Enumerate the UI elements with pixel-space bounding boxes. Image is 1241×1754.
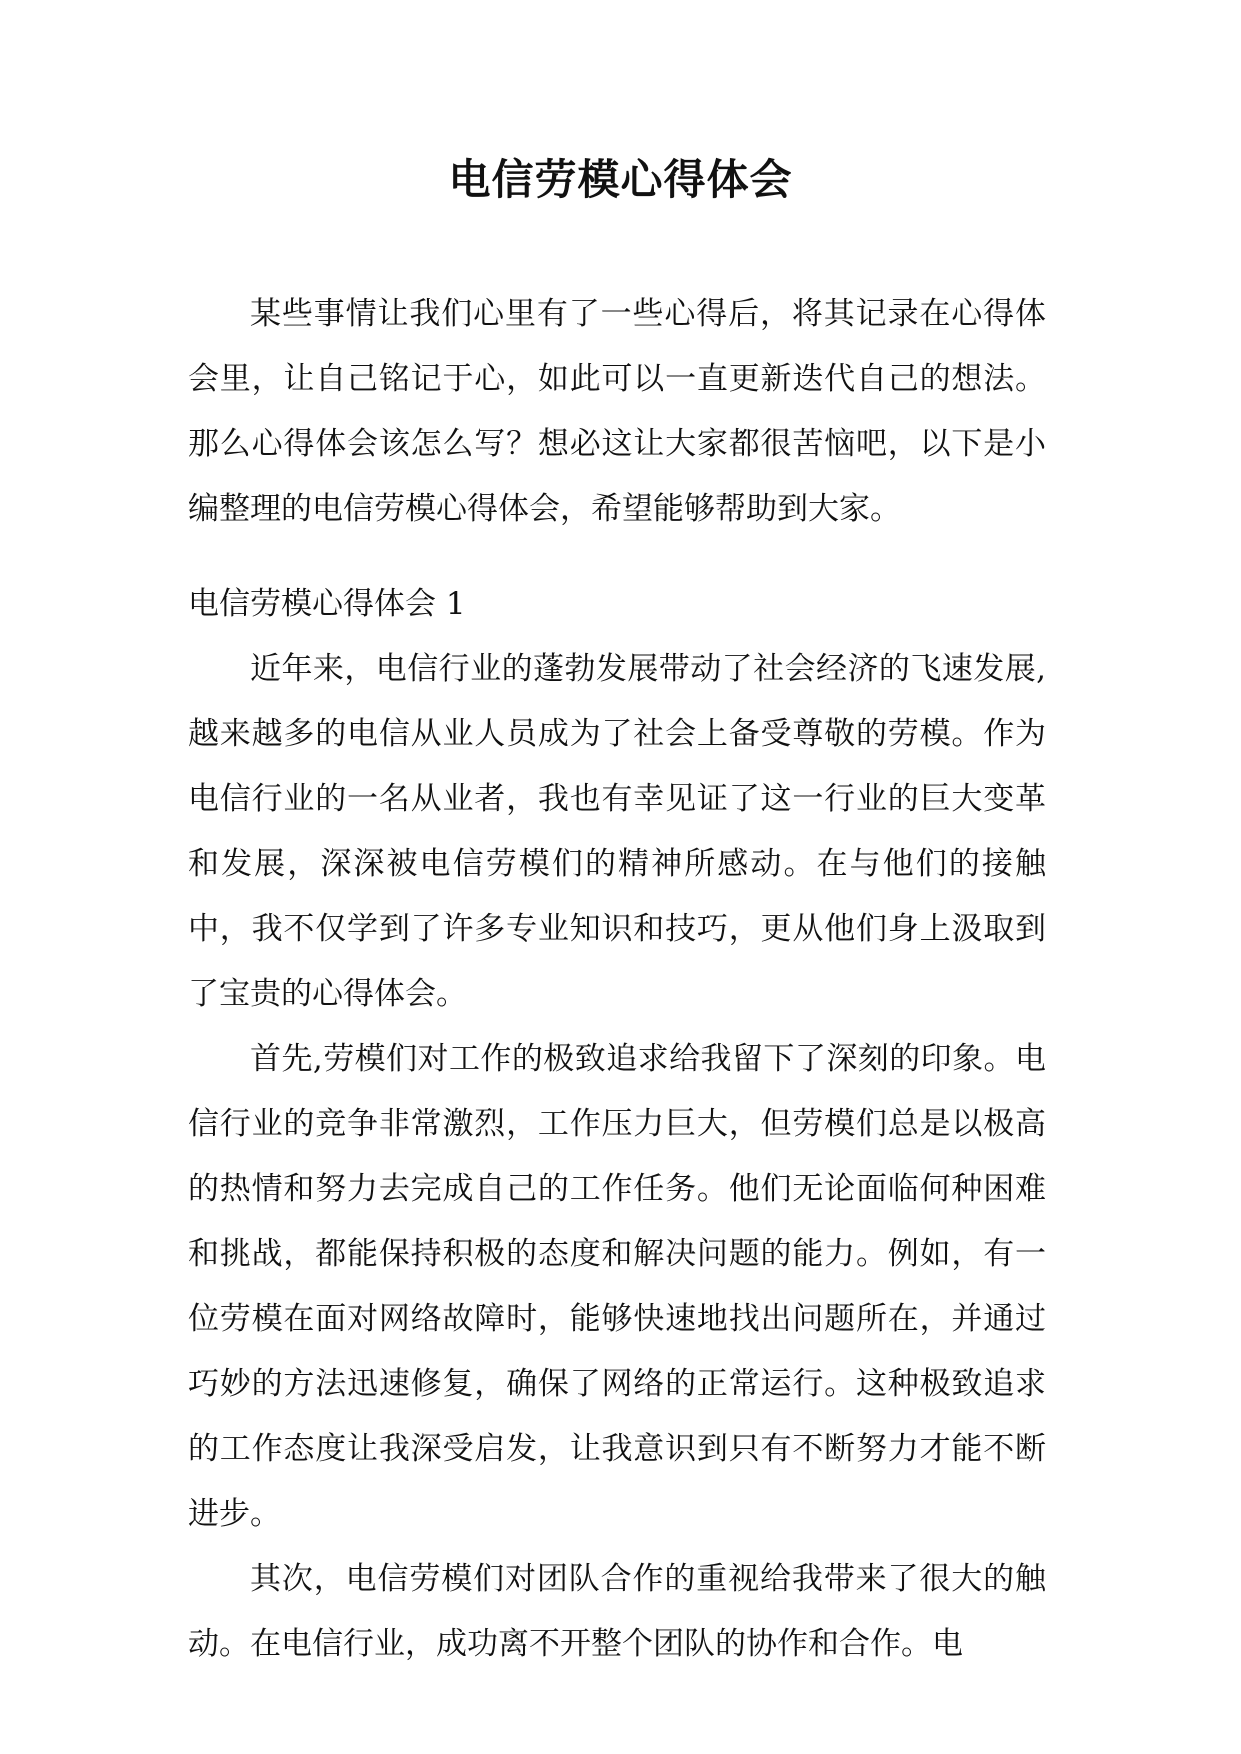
intro-paragraph: 某些事情让我们心里有了一些心得后，将其记录在心得体会里，让自己铭记于心，如此可以一直更新迭代自己的想法。那么心得体会该怎么写？想必这让大家都很苦恼吧，以下是小编整理的电信劳模心得体会，希望能够帮助到大家。 (188, 296, 1046, 527)
document-title: 电信劳模心得体会 (448, 155, 793, 204)
body-paragraph-1: 近年来，电信行业的蓬勃发展带动了社会经济的飞速发展,越来越多的电信从业人员成为了社会上备受尊敬的劳模。作为电信行业的一名从业者，我也有幸见证了这一行业的巨大变革和发展，深深被电信劳模们的精神所感动。在与他们的接触中，我不仅学到了许多专业知识和技巧，更从他们身上汲取到了宝贵的心得体会。 (188, 651, 1046, 1012)
section-heading: 电信劳模心得体会 1 (188, 586, 466, 622)
body-paragraph-3: 其次，电信劳模们对团队合作的重视给我带来了很大的触动。在电信行业，成功离不开整个团队的协作和合作。电 (188, 1561, 1046, 1662)
body-paragraph-2: 首先,劳模们对工作的极致追求给我留下了深刻的印象。电信行业的竞争非常激烈，工作压力巨大，但劳模们总是以极高的热情和努力去完成自己的工作任务。他们无论面临何种困难和挑战，都能保持积极的态度和解决问题的能力。例如，有一位劳模在面对网络故障时，能够快速地找出问题所在，并通过巧妙的方法迅速修复，确保了网络的正常运行。这种极致追求的工作态度让我深受启发，让我意识到只有不断努力才能不断进步。 (188, 1041, 1046, 1532)
section-1 (188, 572, 1046, 1677)
